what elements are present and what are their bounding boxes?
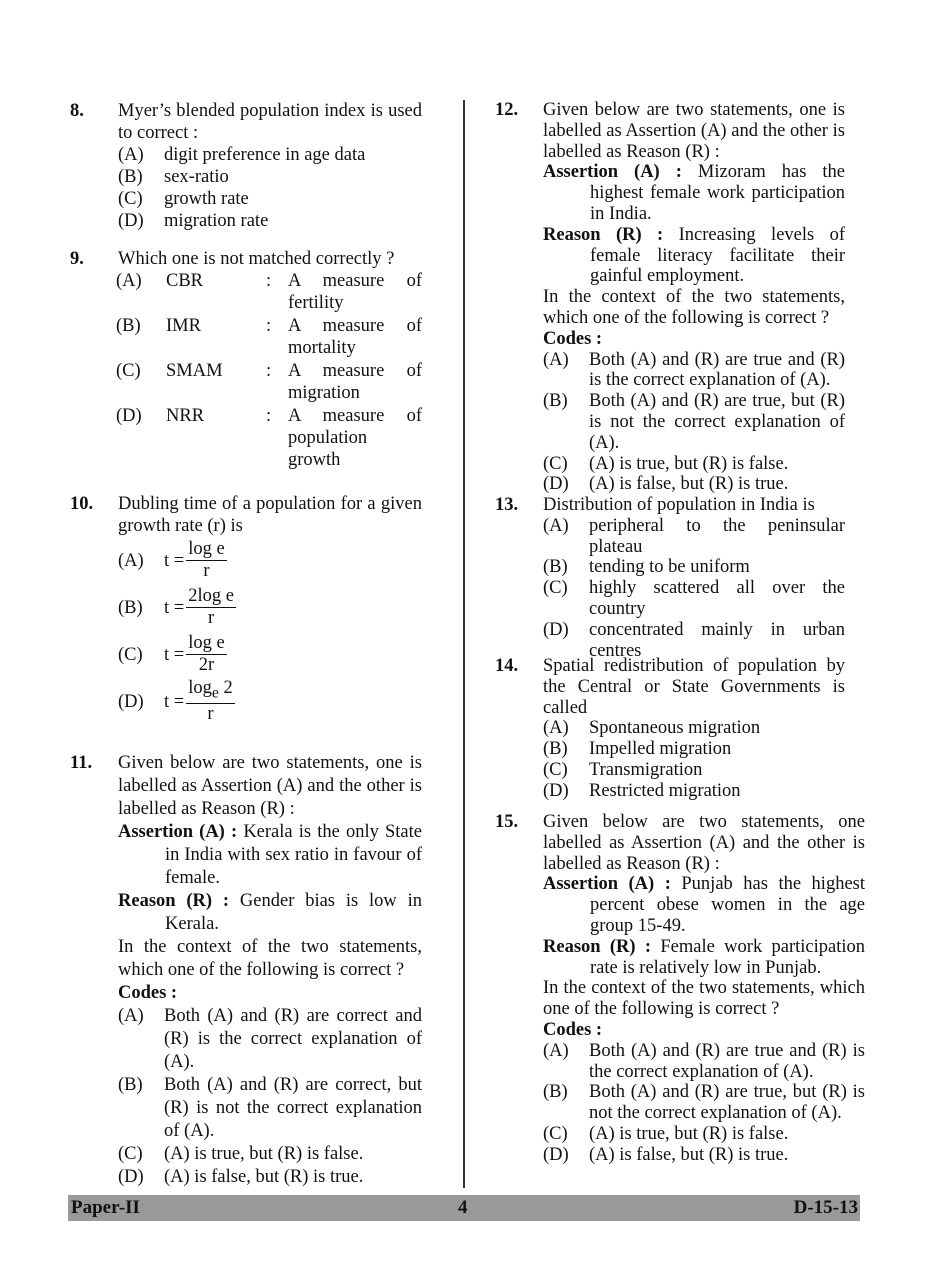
assertion: Assertion (A) : Punjab has the highest percent obese women in the age group 15-49. [543,874,865,936]
denominator: r [203,561,210,581]
option-d [118,210,422,232]
reason: Reason (R) : Increasing levels of female literacy facilitate their gainful employment. [543,224,846,287]
context-text: In the context of the two statements, which one of the following is correct ? [118,937,422,980]
option-label: (B) [118,167,143,187]
question-number: 11. [70,753,93,773]
context-text: In the context of the two statements, which one of the following is correct ? [543,978,865,1020]
option-c [118,1143,422,1166]
option-c [543,578,845,620]
option-label: (A) [543,349,569,370]
question-number: 8. [70,101,84,121]
reason: Reason (R) : Female work participation rate is relatively low in Punjab. [543,936,866,978]
option-label: (A) [116,271,142,291]
option-d [543,474,845,495]
formula-lhs: t = [164,597,185,618]
fraction [186,633,226,676]
option-text: highly scattered all over the country [589,578,845,619]
option-c [118,631,422,678]
measure-description: A measure of migration [288,361,422,403]
fraction [186,586,236,629]
numerator: 2log e [188,586,234,606]
question-11 [70,752,422,1189]
question-15 [495,812,865,1166]
option-label: (B) [543,1082,568,1103]
option-text: (A) is true, but (R) is false. [164,1144,364,1164]
option-b [543,739,845,760]
option-label: (C) [118,644,143,665]
formula-lhs: t = [164,550,185,571]
option-b [118,1074,422,1143]
option-label: (B) [543,739,568,760]
question-text: Dubling time of a population for a given growth rate (r) is [118,494,422,536]
option-label: (A) [118,550,144,571]
match-row [116,360,422,404]
question-8 [70,100,422,232]
question-13 [495,495,845,661]
question-9 [70,248,422,472]
match-row [116,270,422,314]
option-d [118,1166,422,1189]
option-text: Both (A) and (R) are true and (R) is the correct explanation of (A). [589,349,845,391]
option-label: (B) [543,391,568,412]
option-label: (B) [118,597,143,618]
option-text: Both (A) and (R) are correct, but (R) is not the correct explanation of (A). [164,1075,422,1141]
codes-label: Codes : [118,983,178,1003]
option-text: (A) is false, but (R) is true. [589,474,789,495]
abbreviation: CBR [166,271,204,291]
option-label: (C) [116,361,141,381]
option-a [543,350,845,392]
question-text: Given below are two statements, one labelled as Assertion (A) and the other is labelled as Reason (R) : [543,812,865,874]
option-text: (A) is true, but (R) is false. [589,1123,789,1144]
option-c [543,760,845,781]
option-label: (A) [118,1006,144,1026]
option-label: (A) [543,718,569,739]
fraction [186,678,235,726]
question-text: Given below are two statements, one is labelled as Assertion (A) and the other is labelled as Reason (R) : [543,100,845,162]
option-text: (A) is false, but (R) is true. [589,1144,789,1165]
option-label: (D) [118,1167,144,1187]
question-text: Distribution of population in India is [543,495,815,515]
option-a [118,144,422,166]
question-number: 12. [495,100,519,120]
denominator: r [207,704,214,725]
option-label: (A) [543,1040,569,1061]
abbreviation: SMAM [166,361,223,381]
option-text: Spontaneous migration [589,718,761,739]
option-text: concentrated mainly in urban centres [589,619,845,661]
context-text: In the context of the two statements, which one of the following is correct ? [543,287,845,328]
option-d [118,678,422,725]
formula-lhs: t = [164,644,185,665]
option-label: (D) [543,474,569,495]
question-number: 9. [70,249,84,269]
option-text: Impelled migration [589,739,732,760]
option-b [543,391,845,453]
question-14 [495,656,845,802]
colon: : [266,271,272,291]
option-label: (D) [543,780,569,801]
paper-code: D-15-13 [793,1197,858,1218]
option-c [543,454,845,475]
question-number: 14. [495,656,519,676]
option-d [543,1145,865,1166]
numerator: $\log_e 2$ [186,678,235,705]
option-d [543,781,845,802]
option-text: Restricted migration [589,780,741,801]
denominator: 2r [198,655,215,675]
option-text: Transmigration [589,759,703,780]
option-b [543,1082,865,1124]
option-c [543,1124,865,1145]
option-text: growth rate [164,189,249,209]
option-label: (D) [543,1144,569,1165]
question-number: 13. [495,495,519,515]
option-a [118,1005,422,1074]
option-b [543,557,845,578]
assertion: Assertion (A) : Kerala is the only State in India with sex ratio in favour of female. [118,822,422,888]
question-number: 10. [70,494,94,514]
question-text: Given below are two statements, one is labelled as Assertion (A) and the other is labelled as Reason (R) : [118,753,422,819]
colon: : [266,406,272,426]
option-label: (D) [543,619,569,640]
option-text: tending to be uniform [589,557,750,578]
option-label: (C) [118,189,143,209]
option-a [543,516,845,558]
abbreviation: NRR [166,406,205,426]
option-label: (C) [543,1123,568,1144]
option-text: (A) is true, but (R) is false. [589,453,789,474]
option-label: (A) [543,515,569,536]
numerator: log e [188,539,225,559]
codes-label: Codes : [543,328,603,349]
question-12 [495,100,845,495]
colon: : [266,316,272,336]
match-row [116,315,422,359]
measure-description: A measure of population growth [288,406,422,470]
option-label: (C) [543,453,568,474]
abbreviation: IMR [166,316,201,336]
option-text: peripheral to the peninsular plateau [589,515,845,557]
question-10 [70,493,422,725]
option-label: (D) [116,406,142,426]
option-label: (B) [118,1075,143,1095]
option-label: (D) [118,211,144,231]
option-c [118,188,422,210]
option-label: (C) [118,1144,143,1164]
question-text: Spatial redistribution of population by the Central or State Governments is called [543,656,845,718]
paper-label: Paper-II [71,1197,140,1218]
fraction [186,539,226,582]
reason: Reason (R) : Gender bias is low in Kerala. [118,891,422,934]
option-b [118,584,422,631]
question-text: Myer’s blended population index is used to correct : [118,101,422,143]
question-number: 15. [495,812,519,832]
option-b [118,166,422,188]
page-footer [68,1195,860,1221]
option-text: Both (A) and (R) are true and (R) is the correct explanation of (A). [589,1040,865,1082]
option-text: migration rate [164,211,269,231]
option-label: (D) [118,691,144,712]
assertion: Assertion (A) : Mizoram has the highest female work participation in India. [543,162,845,224]
option-a [118,537,422,584]
option-text: sex-ratio [164,167,229,187]
option-text: Both (A) and (R) are true, but (R) is not the correct explanation of (A). [589,391,845,453]
option-label: (C) [543,578,568,599]
measure-description: A measure of fertility [288,271,422,313]
option-text: digit preference in age data [164,145,366,165]
option-a [543,1041,865,1083]
numerator: log e [188,633,225,653]
option-label: (A) [118,145,144,165]
option-text: Both (A) and (R) are true, but (R) is not the correct explanation of (A). [589,1082,865,1124]
page-number: 4 [458,1197,468,1218]
formula-lhs: t = [164,691,185,712]
option-text: (A) is false, but (R) is true. [164,1167,364,1187]
question-text: Which one is not matched correctly ? [118,249,395,269]
option-label: (B) [543,557,568,578]
match-row [116,405,422,471]
column-divider [463,100,465,1188]
colon: : [266,361,272,381]
measure-description: A measure of mortality [288,316,422,358]
option-text: Both (A) and (R) are correct and (R) is the correct explanation of (A). [164,1006,422,1072]
option-label: (B) [116,316,141,336]
codes-label: Codes : [543,1019,603,1040]
option-label: (C) [543,759,568,780]
option-a [543,718,845,739]
denominator: r [207,608,215,628]
